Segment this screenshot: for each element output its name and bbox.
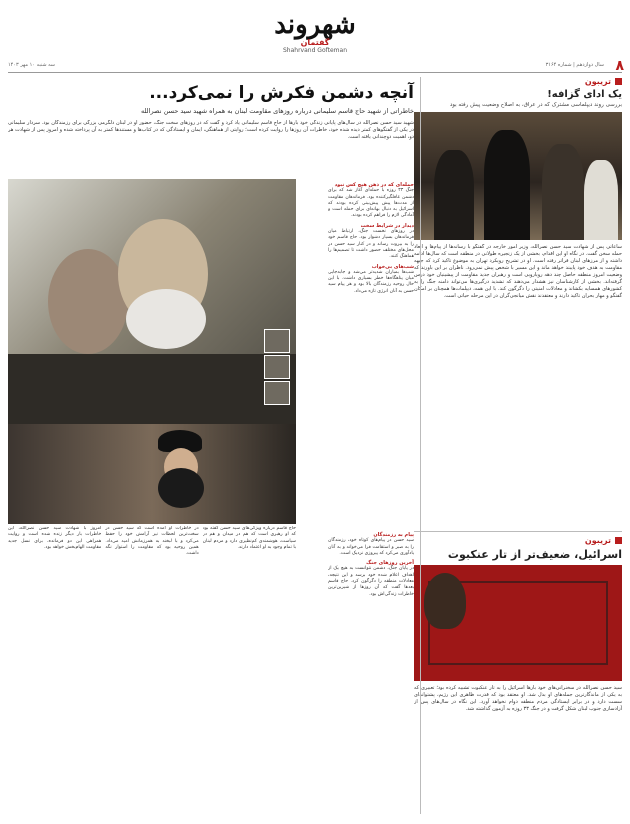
main-article: [8, 77, 414, 814]
column-divider: [420, 77, 421, 814]
date-line: سه شنبه ۱۰ مهر ۱۴۰۳: [8, 62, 55, 68]
paragraph: در پایان جنگ، دشمن نتوانست به هیچ یک از اهداف اعلام شده خود برسد و این نتیجه، معادلات منطقه را دگرگون کرد. حاج قاسم بعدها گفت که آن روزها از شیرین‌ترین خاطرات زندگی‌اش بود.: [328, 566, 414, 597]
person-figure: [584, 160, 618, 240]
person-figure: [542, 144, 584, 240]
newspaper-logo: [274, 12, 356, 54]
sidebar-headline-2: اسرائیل، ضعیف‌تر از تار عنکبوت: [447, 548, 622, 561]
article-body-grid: [8, 179, 414, 814]
article-column-2: [328, 529, 414, 819]
article-column-bottom-1: حاج قاسم درباره ویژگی‌های سید حسن گفته بود که او رهبری است که هم در میدان و هم در سیاست، هوشمندی کم‌نظیری دارد و مردم لبنان با تمام وجود به او اعتماد دارند.: [202, 526, 296, 550]
inset-thumbnail: [264, 329, 290, 353]
sidebar-headline: یک ادای گزافه!: [547, 89, 622, 100]
inset-thumbnail: [264, 381, 290, 405]
inset-thumbnail: [264, 355, 290, 379]
logo-english: Shahrvand Gofteman: [283, 47, 347, 54]
paragraph: سید حسن در پیام‌های کوتاه خود، رزمندگان را به صبر و استقامت فرا می‌خواند و به آنان یادآوری می‌کرد که پیروزی نزدیک است.: [328, 538, 414, 556]
section-tag: تریبون: [414, 536, 622, 545]
header-divider: [8, 72, 622, 73]
article-column-1: [328, 179, 414, 524]
portrait-figure: [424, 573, 466, 629]
masthead: [0, 0, 630, 75]
subheading: حمله‌ای که در ذهن هیچ کس نبود: [334, 182, 414, 188]
sidebar-photo-2: [414, 565, 622, 681]
subheading: پیام به رزمندگان: [373, 532, 414, 538]
person-figure: [484, 130, 530, 240]
article-column-bottom-2: در خاطرات او آمده است که سید حسن در سخت‌ترین لحظات نیز آرامش خود را حفظ می‌کرد و با لبخند به همرزمانش امید می‌داد. همین روحیه بود که مقاومت را استوار نگه داشت.: [105, 526, 199, 557]
paragraph: شب‌ها بمباران شدیدتر می‌شد و جابه‌جایی میان پناهگاه‌ها خطر بسیاری داشت. با این حال روحیه رزمندگان بالا بود و هر پیام سید حسن به آنان انرژی تازه می‌داد.: [328, 269, 414, 294]
main-photo: [8, 179, 296, 424]
sidebar-column: [414, 77, 622, 814]
paragraph: در روزهای نخست جنگ، ارتباط میان فرماندهان بسیار دشوار بود. حاج قاسم خود را به بیروت رساند و در کنار سید حسن در محل‌های مختلف حضور داشت تا تصمیم‌ها را هماهنگ کنند.: [328, 229, 414, 260]
issue-line: سال دوازدهم | شماره ۳۱۶۴: [545, 62, 604, 68]
person-figure: [434, 150, 474, 240]
sidebar-photo: [414, 112, 622, 240]
page-number: ۸: [615, 58, 624, 74]
article-intro: شهید سید حسن نصرالله در سال‌های پایانی زندگی خود بارها از حاج قاسم سلیمانی یاد کرد و گفت که در روزهای سخت جنگ، حضور او در لبنان دلگرمی بزرگی برای رزمندگان بود. سردار سلیمانی در یکی از گفتگوهای کمتر دیده شده خود، خاطرات آن روزها را روایت کرده است؛ روایتی از هماهنگی، ایمان و ایستادگی که در کتاب‌ها و مستندها کمتر به آن پرداخته شده و امروز پس از شهادت هر دو، اهمیت دوچندانی یافته است.: [8, 120, 414, 140]
person-figure: [48, 249, 128, 354]
sidebar-body-2: سید حسن نصرالله در سخنرانی‌های خود بارها اسرائیل را به تار عنکبوت تشبیه کرده بود؛ تعبیری که به یکی از ماندگارترین جمله‌های او بدل شد. او معتقد بود که قدرت ظاهری این رژیم، پشتوانه‌ای سست دارد و در برابر ایستادگی مردم منطقه دوام نخواهد آورد. این نگاه در سال‌های پس از آزادسازی جنوب لبنان شکل گرفت و در جنگ ۳۳ روزه به آزمون گذاشته شد.: [414, 685, 622, 712]
section-tag: تریبون: [414, 77, 622, 86]
tag-marker-icon: [615, 78, 622, 85]
sidebar-lead: بررسی روند دیپلماسی مشترک که در عراق، به اصلاح وضعیت پیش رفته بود: [449, 102, 622, 108]
subheading: شب‌های بی‌خواب: [371, 263, 414, 270]
article-lead: خاطراتی از شهید حاج قاسم سلیمانی درباره روزهای مقاومت لبنان به همراه شهید سید حسن نصرالله: [141, 107, 414, 115]
logo-section: گفتمان: [300, 38, 330, 47]
bottom-columns: [8, 526, 296, 814]
article-column-bottom-3: امروز با شهادت سید حسن نصرالله، این خاطرات بار دیگر زنده شده است و روایت همراهی این دو فرمانده، برای نسل جدید مقاومت الهام‌بخش خواهد بود.: [8, 526, 102, 550]
subheading: دیدار در شرایط سخت: [360, 222, 414, 229]
secondary-photo: [8, 424, 296, 524]
article-headline: آنچه دشمن فکرش را نمی‌کرد...: [149, 83, 414, 103]
subheading: آخرین روزهای جنگ: [366, 560, 414, 567]
photo-shadow: [8, 354, 296, 424]
person-figure: [158, 468, 204, 508]
logo-brand: شهروند: [274, 10, 356, 40]
person-figure: [126, 289, 206, 349]
sidebar-body: ساعاتی پس از شهادت سید حسن نصرالله، وزیر امور خارجه در گفتگو با رسانه‌ها از پیام‌ها و ابعاد حمله سخن گفت. در نگاه او این اقدام، بخشی از یک زنجیره طولانی در منطقه است که سال‌ها ادامه داشته و از مرزهای لبنان فراتر رفته است. او در تشریح رویکرد تهران به موضوع تاکید کرد که جبهه مقاومت به هدف خود پایبند خواهد ماند و این مسیر با شخص پیش نمی‌رود. ناظران بر این باورند که وضعیت امروز منطقه حاصل چند دهه رویارویی است و رهبران جدید مقاومت از پیشینیان خود درس گرفته‌اند. بخشی از کارشناسان نیز هشدار می‌دهند که تشدید درگیری‌ها می‌تواند دامنه جنگ را به کشورهای همسایه بکشاند و معادلات امنیتی را دگرگون کند. با این همه، دیپلمات‌ها همچنان بر امکان گفتگو و مهار بحران تاکید دارند و معتقدند نقش میانجی‌گران در این مرحله حیاتی است.: [414, 244, 622, 299]
section-divider: [414, 531, 622, 532]
tag-marker-icon: [615, 537, 622, 544]
paragraph: جنگ ۳۳ روزه با حمله‌ای آغاز شد که برای دشمن غافلگیرکننده بود. فرماندهان مقاومت از مدت‌ها پیش پیش‌بینی کرده بودند که اسرائیل به دنبال بهانه‌ای برای حمله است و آمادگی لازم را فراهم کرده بودند.: [328, 188, 414, 219]
